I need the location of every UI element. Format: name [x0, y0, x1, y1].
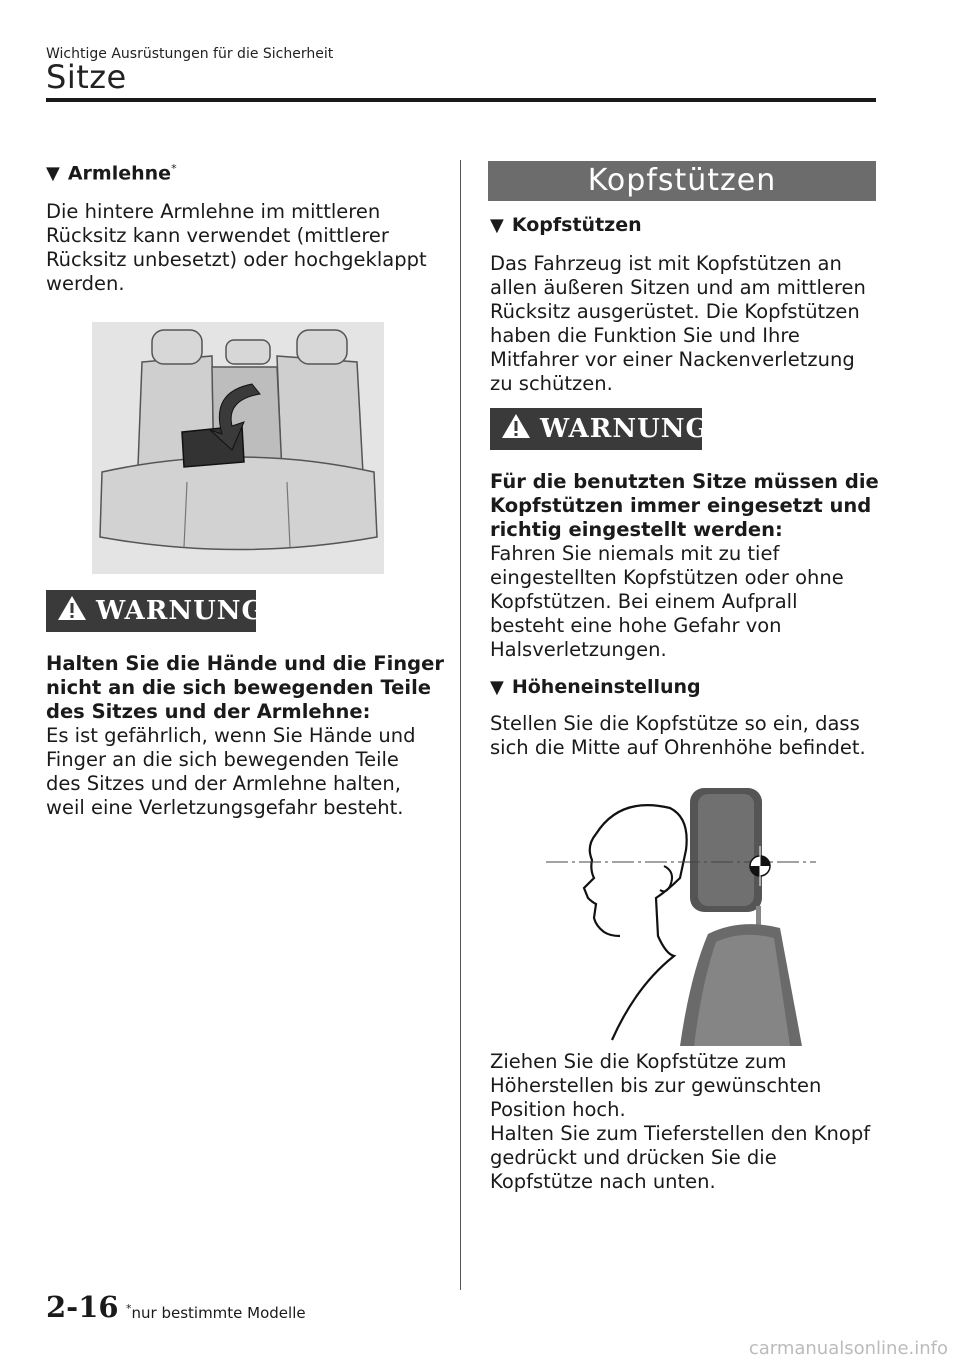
warning-label-right: WARNUNG	[490, 408, 702, 450]
triangle-down-icon: ▼	[490, 677, 504, 698]
height-adjust-heading: ▼ Höheneinstellung	[490, 676, 701, 698]
headrest-heading: ▼ Kopfstützen	[490, 214, 642, 236]
section-title: Wichtige Ausrüstungen für die Sicherheit	[46, 46, 334, 62]
section-banner: Kopfstützen	[488, 161, 876, 201]
triangle-down-icon: ▼	[46, 163, 60, 185]
footnote: *nur bestimmte Modelle	[126, 1302, 306, 1322]
rear-seat-figure	[92, 322, 384, 574]
headrest-text: Das Fahrzeug ist mit Kopfstützen an allen äußeren Sitzen und am mittleren Rücksitz ausgerüstet. Die Kopfstützen haben die Funktion Sie und Ihre Mitfahrer vor einer Nackenverletzung zu schützen.	[490, 252, 866, 395]
header-rule	[46, 98, 876, 102]
triangle-down-icon: ▼	[490, 215, 504, 236]
warning-body-left: Halten Sie die Hände und die Finger nicht an die sich bewegenden Teile des Sitzes und der Armlehne: Es ist gefährlich, wenn Sie Hände und Finger an die sich bewegenden Teile des Sitzes und der Armlehne halten, weil eine Verletzungsgefahr besteht.	[46, 652, 444, 819]
adjust-instructions: Ziehen Sie die Kopfstütze zum Höherstellen bis zur gewünschten Position hoch. Halten Sie zum Tieferstellen den Knopf gedrückt und drücken Sie die Kopfstütze nach unten.	[490, 1050, 871, 1193]
column-divider	[460, 160, 461, 1290]
armrest-text: Die hintere Armlehne im mittleren Rücksitz kann verwendet (mittlerer Rücksitz unbesetzt) oder hochgeklappt werden.	[46, 200, 427, 295]
warning-triangle-icon	[56, 594, 88, 629]
headrest-figure	[540, 786, 822, 1046]
page-title: Sitze	[46, 58, 127, 96]
warning-label-left: WARNUNG	[46, 590, 256, 632]
warning-triangle-icon	[500, 412, 532, 447]
page-number: 2-16	[46, 1290, 119, 1324]
height-adjust-text: Stellen Sie die Kopfstütze so ein, dass sich die Mitte auf Ohrenhöhe befindet.	[490, 712, 866, 759]
watermark: carmanualsonline.info	[748, 1338, 948, 1359]
warning-body-right: Für die benutzten Sitze müssen die Kopfstützen immer eingesetzt und richtig eingestellt werden: Fahren Sie niemals mit zu tief eingestellten Kopfstützen oder ohne Kopfstützen. Bei einem Aufprall besteht eine hohe Gefahr von Halsverletzungen.	[490, 470, 879, 661]
armrest-heading: ▼ Armlehne*	[46, 162, 177, 185]
